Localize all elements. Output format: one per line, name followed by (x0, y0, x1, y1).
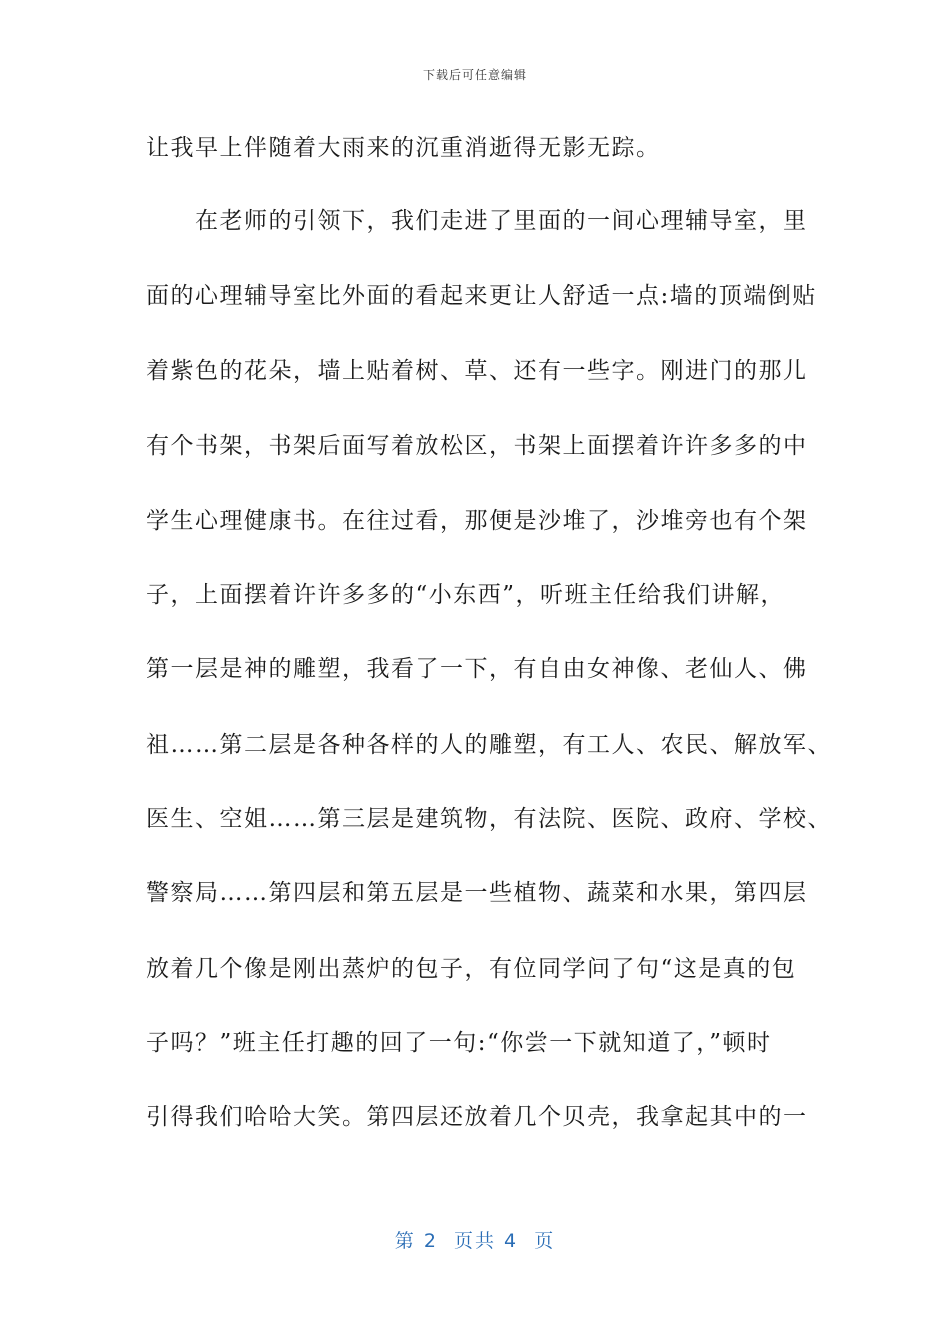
body-line: 着紫色的花朵，墙上贴着树、草、还有一些字。刚进门的那儿 (146, 358, 808, 384)
body-line: 在老师的引领下，我们走进了里面的一间心理辅导室，里 (146, 208, 808, 234)
body-line: 子，上面摆着许许多多的“小东西”，听班主任给我们讲解， (146, 582, 786, 608)
body-line: 放着几个像是刚出蒸炉的包子，有位同学问了句“这是真的包 (146, 956, 797, 982)
body-line: 祖……第二层是各种各样的人的雕塑，有工人、农民、解放军、 (146, 732, 832, 758)
page-number-text: 第 2 页共 4 页 (394, 1230, 556, 1252)
body-line: 子吗？”班主任打趣的回了一句:“你尝一下就知道了，”顿时 (146, 1030, 772, 1056)
body-line: 引得我们哈哈大笑。第四层还放着几个贝壳，我拿起其中的一 (146, 1104, 808, 1130)
page-number-footer (0, 1226, 950, 1253)
body-line: 有个书架，书架后面写着放松区，书架上面摆着许许多多的中 (146, 433, 808, 459)
body-line: 医生、空姐……第三层是建筑物，有法院、医院、政府、学校、 (146, 806, 832, 832)
body-line: 第一层是神的雕塑，我看了一下，有自由女神像、老仙人、佛 (146, 656, 808, 682)
body-line: 让我早上伴随着大雨来的沉重消逝得无影无踪。 (146, 135, 661, 161)
body-line: 面的心理辅导室比外面的看起来更让人舒适一点:墙的顶端倒贴 (146, 283, 817, 309)
page-header: 下载后可任意编辑 (422, 68, 527, 82)
body-line: 学生心理健康书。在往过看，那便是沙堆了，沙堆旁也有个架 (146, 508, 808, 534)
body-line: 警察局……第四层和第五层是一些植物、蔬菜和水果，第四层 (146, 880, 808, 906)
